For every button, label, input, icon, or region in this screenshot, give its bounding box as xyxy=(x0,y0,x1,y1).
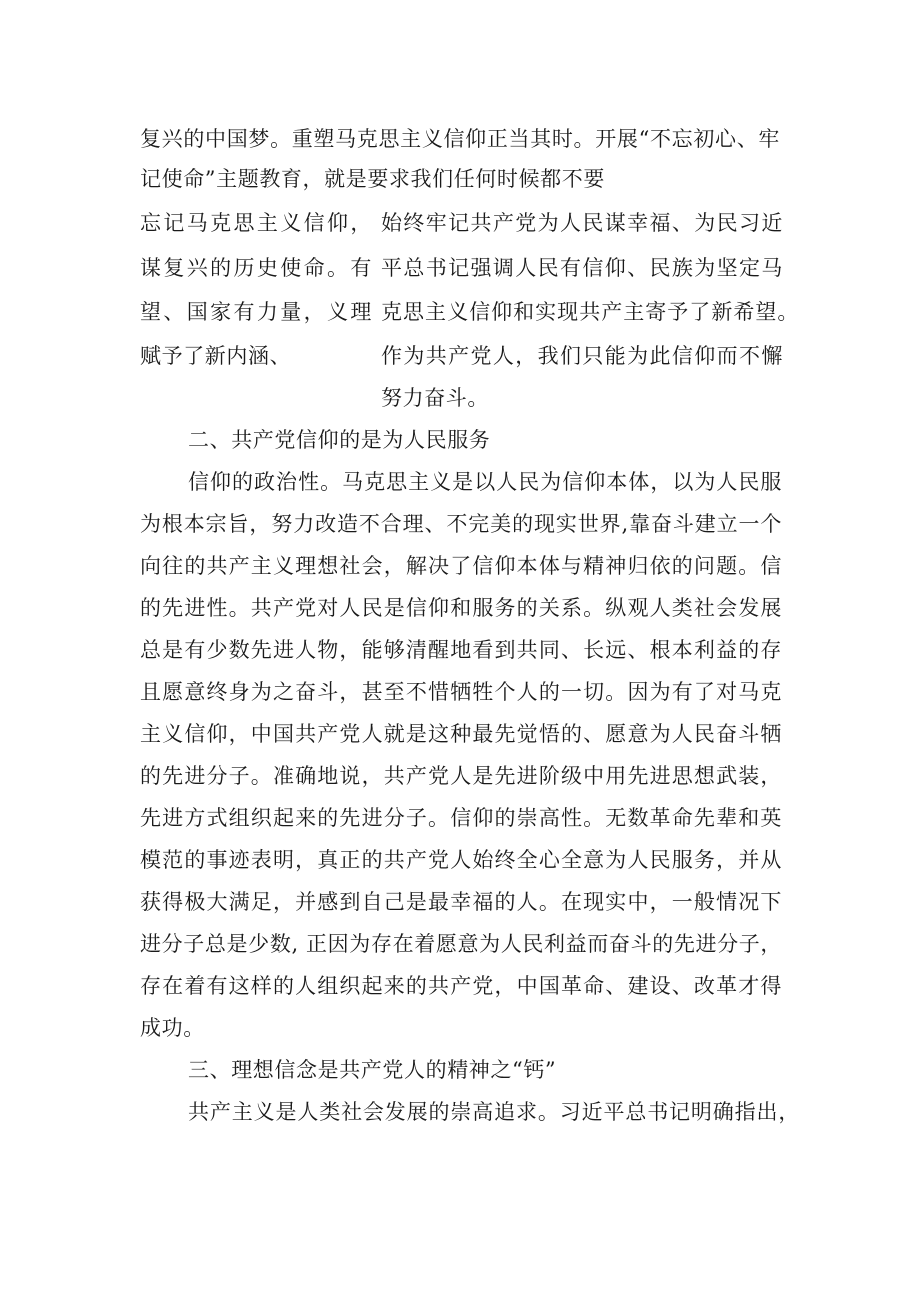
paragraph-line: 主义信仰，中国共产党人就是这种最先觉悟的、愿意为人民奋斗牺 xyxy=(140,722,782,746)
paragraph-line: 模范的事迹表明，真正的共产党人始终全心全意为人民服务，并从 xyxy=(140,848,782,872)
paragraph-line: 先进方式组织起来的先进分子。信仰的崇高性。无数革命先辈和英 xyxy=(140,806,782,830)
paragraph-line: 为根本宗旨，努力改造不合理、不完美的现实世界,靠奋斗建立一个 xyxy=(140,512,782,536)
right-column-line: 作为共产党人，我们只能为此信仰而不懈 xyxy=(381,344,783,368)
paragraph-line: 成功。 xyxy=(140,1016,205,1040)
paragraph-line: 进分子总是少数, 正因为存在着愿意为人民利益而奋斗的先进分子， xyxy=(140,932,782,956)
paragraph-line: 向往的共产主义理想社会，解决了信仰本体与精神归依的问题。信 xyxy=(140,554,782,578)
paragraph-line: 共产主义是人类社会发展的崇高追求。习近平总书记明确指出， xyxy=(188,1100,800,1124)
left-column-line: 望、国家有力量，义理 xyxy=(140,300,372,324)
paragraph-line: 存在着有这样的人组织起来的共产党，中国革命、建设、改革才得 xyxy=(140,974,782,998)
paragraph-line: 的先进分子。准确地说，共产党人是先进阶级中用先进思想武装， xyxy=(140,764,782,788)
paragraph-line: 信仰的政治性。马克思主义是以人民为信仰本体，以为人民服 xyxy=(188,470,782,494)
left-column-line: 赋予了新内涵、 xyxy=(140,344,292,368)
paragraph-line: 总是有少数先进人物，能够清醒地看到共同、长远、根本利益的存 xyxy=(140,638,782,662)
section-heading: 三、理想信念是共产党人的精神之“钙” xyxy=(188,1058,557,1082)
section-heading: 二、共产党信仰的是为人民服务 xyxy=(188,428,491,452)
right-column-line: 克思主义信仰和实现共产主寄予了新希望。 xyxy=(381,300,799,324)
right-column-line: 平总书记强调人民有信仰、民族为坚定马 xyxy=(381,256,783,280)
right-column-line: 始终牢记共产党为人民谋幸福、为民习近 xyxy=(381,211,783,235)
right-column-line: 努力奋斗。 xyxy=(381,386,489,410)
left-column-line: 谋复兴的历史使命。有 xyxy=(140,256,372,280)
left-column-line: 忘记马克思主义信仰， xyxy=(140,211,372,235)
paragraph-line: 获得极大满足，并感到自己是最幸福的人。在现实中，一般情况下 xyxy=(140,890,782,914)
paragraph-line: 且愿意终身为之奋斗，甚至不惜牺牲个人的一切。因为有了对马克 xyxy=(140,680,782,704)
intro-line: 复兴的中国梦。重塑马克思主义信仰正当其时。开展“不忘初心、牢 xyxy=(140,127,780,151)
intro-line: 记使命”主题教育，就是要求我们任何时候都不要 xyxy=(140,167,605,191)
paragraph-line: 的先进性。共产党对人民是信仰和服务的关系。纵观人类社会发展 xyxy=(140,596,782,620)
